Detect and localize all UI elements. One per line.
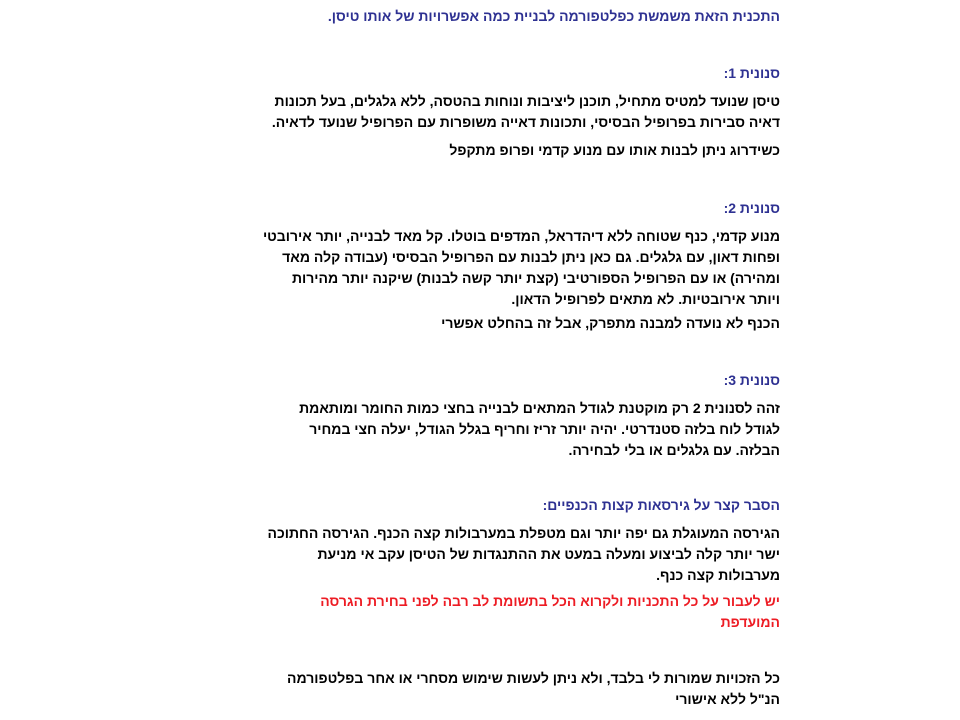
copyright-line1: כל הזכויות שמורות לי בלבד, ולא ניתן לעשות שימוש מסחרי או אחר בפלטפורמה [287,670,780,686]
wingtips-desc-line3: מערבולות קצה כנף. [656,567,780,583]
variant3-heading: סנונית 3: [723,372,780,388]
variant2-desc-line4: ויותר אירובטיות. לא מתאים לפרופיל הדאון. [511,291,780,307]
variant3-desc-line3: הבלזה. עם גלגלים או בלי לבחירה. [568,442,780,458]
wingtips-desc-line2: ישר יותר קלה לביצוע ומעלה במעט את ההתנגדות של הטיסן עקב אי מניעת [317,546,780,562]
variant3-desc-line1: זהה לסנונית 2 רק מוקטנת לגודל המתאים לבנייה בחצי כמות החומר ומותאמת [299,400,780,416]
variant1-desc-line2: דאיה סבירות בפרופיל הבסיסי, ותכונות דאייה משופרות עם הפרופיל שנועד לדאיה. [271,114,780,130]
variant2-desc-line1: מנוע קדמי, כנף שטוחה ללא דיהדראל, המדפים בוטלו. קל מאד לבנייה, יותר אירובטי [262,228,780,244]
variant1-heading: סנונית 1: [723,65,780,81]
wingtips-heading: הסבר קצר על גירסאות קצות הכנפיים: [542,497,780,513]
variant1-desc-line1: טיסן שנועד למטיס מתחיל, תוכנן ליציבות ונוחות בהטסה, ללא גלגלים, בעל תכונות [274,93,780,109]
warning-text [243,591,780,633]
intro-text: התכנית הזאת משמשת כפלטפורמה לבניית כמה אפשרויות של אותו טיסן. [327,8,780,24]
warning-line2: המועדפת [720,614,780,630]
variant2-desc-line3: ומהירה) או עם הפרופיל הספורטיבי (קצת יותר קשה לבנות) שיקנה יותר מהירות [291,270,780,286]
copyright-line2: הנ"ל ללא אישורי [675,691,780,707]
variant2-note: הכנף לא נועדה למבנה מתפרק, אבל זה בהחלט אפשרי [441,315,780,331]
variant2-desc-line2: ופחות דאון, עם גלגלים. גם כאן ניתן לבנות עם הפרופיל הבסיסי (עבודה קלה מאד [282,249,780,265]
variant2-heading: סנונית 2: [723,200,780,216]
variant2-description [243,226,780,310]
variant3-desc-line2: לגודל לוח בלזה סטנדרטי. יהיה יותר זריז וחריף בגלל הגודל, יעלה חצי במחיר [309,421,780,437]
warning-line1: יש לעבור על כל התכניות ולקרוא הכל בתשומת לב רבה לפני בחירת הגרסה [320,593,780,609]
variant1-note: כשידרוג ניתן לבנות אותו עם מנוע קדמי ופרופ מתקפל [449,142,780,158]
variant3-description [243,398,780,461]
wingtips-desc-line1: הגירסה המעוגלת גם יפה יותר וגם מטפלת במערבולות קצה הכנף. הגירסה החתוכה [267,525,780,541]
variant1-description [243,91,780,133]
wingtips-description [243,523,780,586]
copyright-notice [243,668,780,710]
